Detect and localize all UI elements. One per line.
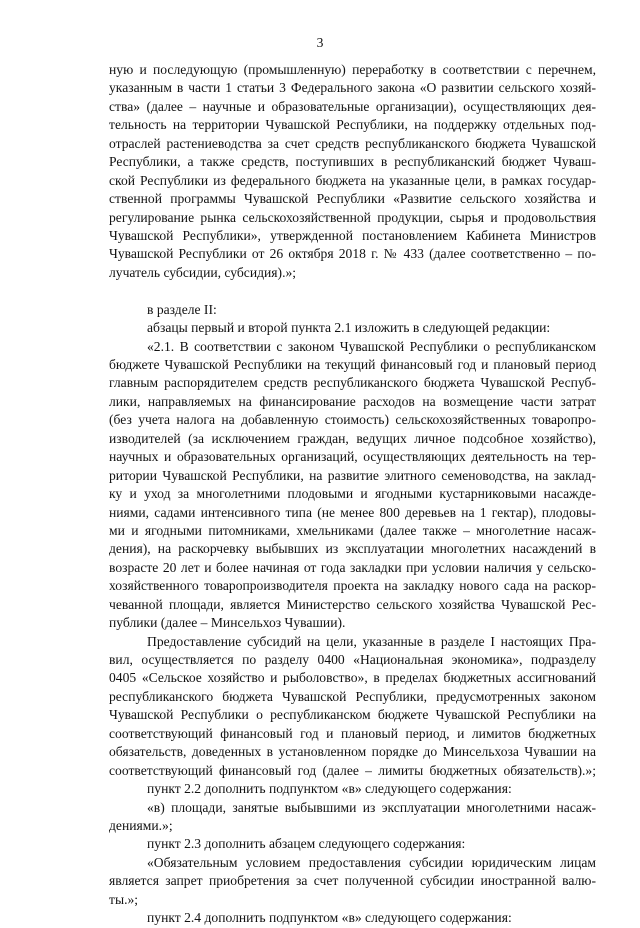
text-line: пункт 2.3 дополнить абзацем следующего содержания: — [147, 836, 466, 852]
text-line: вил, осуществляется по разделу 0400 «Национальная экономика», подразделу — [109, 652, 596, 667]
text-line: пункт 2.4 дополнить подпунктом «в» следующего содержания: — [147, 910, 512, 926]
text-line: в разделе II: — [147, 301, 217, 317]
text-line: республиканского бюджета Чувашской Республики, предусмотренных законом — [109, 688, 596, 704]
text-line: публики (далее – Минсельхоз Чувашии). — [109, 615, 346, 631]
text-line: ритории Чувашской Республики, на развитие элитного семеноводства, на заклад- — [109, 467, 596, 483]
text-line: ской Республики из федерального бюджета на указанные цели, в рамках государ- — [109, 172, 596, 188]
text-line: 0405 «Сельское хозяйство и рыболовство», в пределах бюджетных ассигнований — [109, 670, 596, 686]
text-line: возрасте 20 лет и более начиная от года закладки при условии наличия у сельско- — [109, 559, 596, 575]
text-line: лучатель субсидии, субсидия).»; — [109, 264, 297, 280]
text-line: Предоставление субсидий на цели, указанные в разделе I настоящих Пра- — [147, 633, 596, 649]
text-line: Чувашской Республики о республиканском бюджете Чувашской Республики на — [109, 707, 596, 723]
text-line: абзацы первый и второй пункта 2.1 изложить в следующей редакции: — [147, 320, 551, 336]
text-line: указанным в части 1 статьи 3 Федерального закона «О развитии сельского хозяй- — [109, 80, 596, 96]
text-line: дения), на раскорчевку выбывших из эксплуатации многолетних насаждений в — [109, 541, 596, 557]
text-line: соответствующий финансовый год и плановый период, и лимитов бюджетных — [109, 725, 596, 741]
text-line: ты.»; — [109, 891, 139, 907]
text-line: дениями.»; — [109, 817, 173, 833]
text-line: Республики, а также средств, поступивших в республиканский бюджет Чуваш- — [109, 154, 596, 170]
text-line: ную и последующую (промышленную) переработку в соответствии с перечнем, — [109, 62, 596, 77]
document-body — [109, 61, 596, 928]
text-line: бюджете Чувашской Республики на текущий финансовый год и плановый период — [109, 357, 596, 372]
text-line: является запрет приобретения за счет полученной субсидии иностранной валю- — [109, 873, 596, 889]
text-line: ниями, садами интенсивного типа (не менее 800 деревьев на 1 гектар), плодовы- — [109, 504, 596, 520]
paragraph-gap — [109, 282, 596, 300]
text-line: «в) площади, занятые выбывшими из эксплуатации многолетними насаж- — [147, 799, 596, 815]
text-line: пункт 2.2 дополнить подпунктом «в» следующего содержания: — [147, 781, 512, 797]
text-line: «2.1. В соответствии с законом Чувашской Республики о республиканском — [147, 338, 596, 354]
text-line: ку и уход за многолетними плодовыми и ягодными кустарниковыми насажде- — [109, 486, 596, 502]
text-line: регулирование рынка сельскохозяйственной продукции, сырья и продовольствия — [109, 209, 596, 225]
text-line: (без учета налога на добавленную стоимость) сельскохозяйственных товаропро- — [109, 412, 596, 428]
text-line: ственной программы Чувашской Республики «Развитие сельского хозяйства и — [109, 191, 596, 207]
text-line: ми и ягодными питомниками, хмельниками (далее также – многолетние насаж- — [109, 522, 596, 538]
text-line: ства» (далее – научные и образовательные организации), осуществляющих дея- — [109, 98, 596, 114]
text-line: лики, направляемых на финансирование расходов на возмещение части затрат — [109, 393, 596, 409]
text-line: обязательств, доведенных в установленном порядке до Минсельхоза Чувашии на — [109, 744, 596, 760]
page-number: 3 — [316, 35, 324, 50]
text-line: Чувашской Республики», утвержденной постановлением Кабинета Министров — [109, 227, 596, 243]
text-line: чеванной площади, является Министерство сельского хозяйства Чувашской Рес- — [109, 596, 596, 612]
text-line: «Обязательным условием предоставления субсидии юридическим лицам — [147, 854, 596, 870]
text-line: изводителей (за исключением граждан, ведущих личное подсобное хозяйство), — [109, 430, 596, 446]
text-line: отраслей растениеводства за счет средств республиканского бюджета Чувашской — [109, 135, 596, 151]
text-line: хозяйственного товаропроизводителя проекта на закладку нового сада на раскор- — [109, 578, 596, 594]
text-line: соответствующий финансовый год (далее – лимиты бюджетных обязательств).»; — [109, 762, 596, 778]
text-line: тельность на территории Чувашской Республики, на поддержку отдельных под- — [109, 117, 596, 133]
text-line: Чувашской Республики от 26 октября 2018 г. № 433 (далее соответственно – по- — [109, 246, 596, 262]
text-line: научных и образовательных организаций, осуществляющих деятельность на тер- — [109, 449, 596, 465]
text-line: главным распорядителем средств республиканского бюджета Чувашской Респуб- — [109, 375, 596, 391]
